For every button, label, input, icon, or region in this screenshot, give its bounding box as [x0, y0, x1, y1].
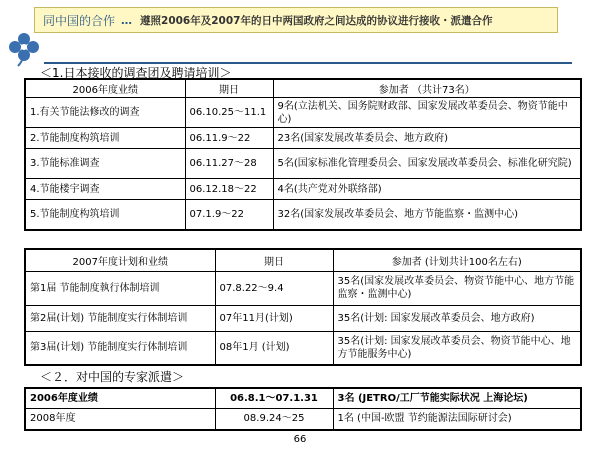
cell-participants: 3名 (JETRO/工厂节能实际状况 上海论坛) [333, 388, 581, 408]
table-expert-dispatch [24, 387, 582, 431]
clover-logo-icon [4, 28, 44, 68]
cell-item: 5.节能制度构筑培训 [25, 200, 185, 230]
cell-date: 06.10.25～11.1 [185, 98, 273, 128]
title-dots: … [121, 13, 133, 27]
cell-item: 3.节能标准调查 [25, 149, 185, 179]
table-row [25, 98, 581, 128]
table1-header-participants: 参加者 （共计73名） [273, 79, 581, 98]
cell-date: 07.8.22～9.4 [215, 271, 333, 305]
table2-header-participants: 参加者 (计划共计100名左右) [333, 249, 581, 271]
cell-item: 第2届(计划) 节能制度实行体制培训 [25, 305, 215, 331]
cell-date: 07.1.9～22 [185, 200, 273, 230]
table-row [25, 271, 581, 305]
title-banner [34, 7, 558, 33]
title-text: 同中国的合作 [43, 13, 116, 28]
table-2006-training [24, 78, 582, 231]
cell-date: 06.11.9～22 [185, 128, 273, 149]
cell-item: 2.节能制度构筑培训 [25, 128, 185, 149]
table1-header-date: 期日 [185, 79, 273, 98]
cell-participants: 9名(立法机关、国务院财政部、国家发展改革委员会、物资节能中心) [273, 98, 581, 128]
cell-item: 2008年度 [25, 408, 215, 430]
cell-item: 1.有关节能法修改的调查 [25, 98, 185, 128]
section-title-1: ＜1.日本接收的调查团及聘请培训＞ [40, 66, 232, 80]
cell-participants: 35名(计划: 国家发展改革委员会、物资节能中心、地方节能服务中心) [333, 331, 581, 365]
cell-date: 08年1月 (计划) [215, 331, 333, 365]
cell-participants: 35名(国家发展改革委员会、物资节能中心、地方节能监察・监测中心) [333, 271, 581, 305]
section-title-2: ＜２．对中国的专家派遣＞ [40, 370, 185, 384]
table2-header-year: 2007年度计划和业绩 [25, 249, 215, 271]
table-row [25, 388, 581, 408]
cell-participants: 5名(国家标准化管理委员会、国家发展改革委员会、标准化研究院) [273, 149, 581, 179]
cell-date: 08.9.24～25 [215, 408, 333, 430]
cell-item: 4.节能楼宇调查 [25, 179, 185, 200]
table-row [25, 331, 581, 365]
cell-date: 07年11月(计划) [215, 305, 333, 331]
cell-participants: 32名(国家发展改革委员会、地方节能监察・监测中心) [273, 200, 581, 230]
table-2007-plan [24, 248, 582, 366]
cell-participants: 1名 (中国-欧盟 节约能源法国际研讨会) [333, 408, 581, 430]
table-row [25, 149, 581, 179]
cell-item: 2006年度业绩 [25, 388, 215, 408]
cell-item: 第3届(计划) 节能制度实行体制培训 [25, 331, 215, 365]
cell-date: 06.8.1～07.1.31 [215, 388, 333, 408]
table-row [25, 408, 581, 430]
title-subtitle: 遵照2006年及2007年的日中两国政府之间达成的协议进行接收・派遣合作 [140, 14, 493, 27]
cell-item: 第1届 节能制度執行体制培训 [25, 271, 215, 305]
table2-header-date: 期日 [215, 249, 333, 271]
page-number: 66 [293, 434, 307, 445]
cell-participants: 35名(计划: 国家发展改革委员会、地方政府) [333, 305, 581, 331]
table1-header-year: 2006年度业绩 [25, 79, 185, 98]
table-row [25, 179, 581, 200]
table-row [25, 200, 581, 230]
table-row [25, 128, 581, 149]
cell-participants: 23名(国家发展改革委员会、地方政府) [273, 128, 581, 149]
cell-date: 06.11.27～28 [185, 149, 273, 179]
table-row [25, 305, 581, 331]
cell-date: 06.12.18～22 [185, 179, 273, 200]
cell-participants: 4名(共产党对外联络部) [273, 179, 581, 200]
